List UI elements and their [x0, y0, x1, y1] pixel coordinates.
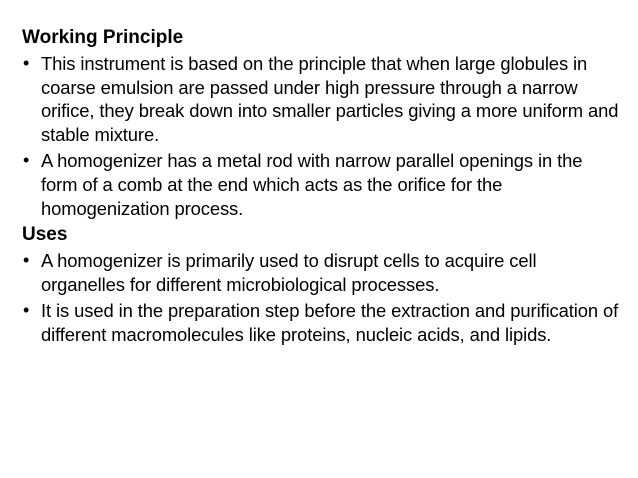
list-item	[22, 299, 622, 346]
section-heading-working-principle: Working Principle	[22, 27, 184, 48]
list-item	[22, 149, 622, 220]
section-heading-uses: Uses	[22, 224, 68, 246]
bullet-icon: •	[23, 250, 30, 271]
bullet-text: It is used in the preparation step before the extraction and purification of different macromolecules like proteins, nucleic acids, and lipids.	[41, 300, 619, 345]
bullet-text: A homogenizer has a metal rod with narrow parallel openings in the form of a comb at the end which acts as the orifice for the homogenization process.	[41, 150, 583, 219]
uses-list	[22, 249, 622, 346]
working-principle-list	[22, 52, 622, 220]
bullet-icon: •	[23, 150, 30, 171]
list-item	[22, 249, 622, 296]
bullet-icon: •	[23, 53, 30, 73]
bullet-text: A homogenizer is primarily used to disrupt cells to acquire cell organelles for different microbiological processes.	[41, 250, 537, 295]
list-item	[22, 52, 622, 146]
bullet-icon: •	[23, 300, 30, 321]
bullet-text: This instrument is based on the principle that when large globules in coarse emulsion are passed under high pressure through a narrow orifice, they break down into smaller particles giving a more uniform and stable mixture.	[41, 53, 619, 145]
